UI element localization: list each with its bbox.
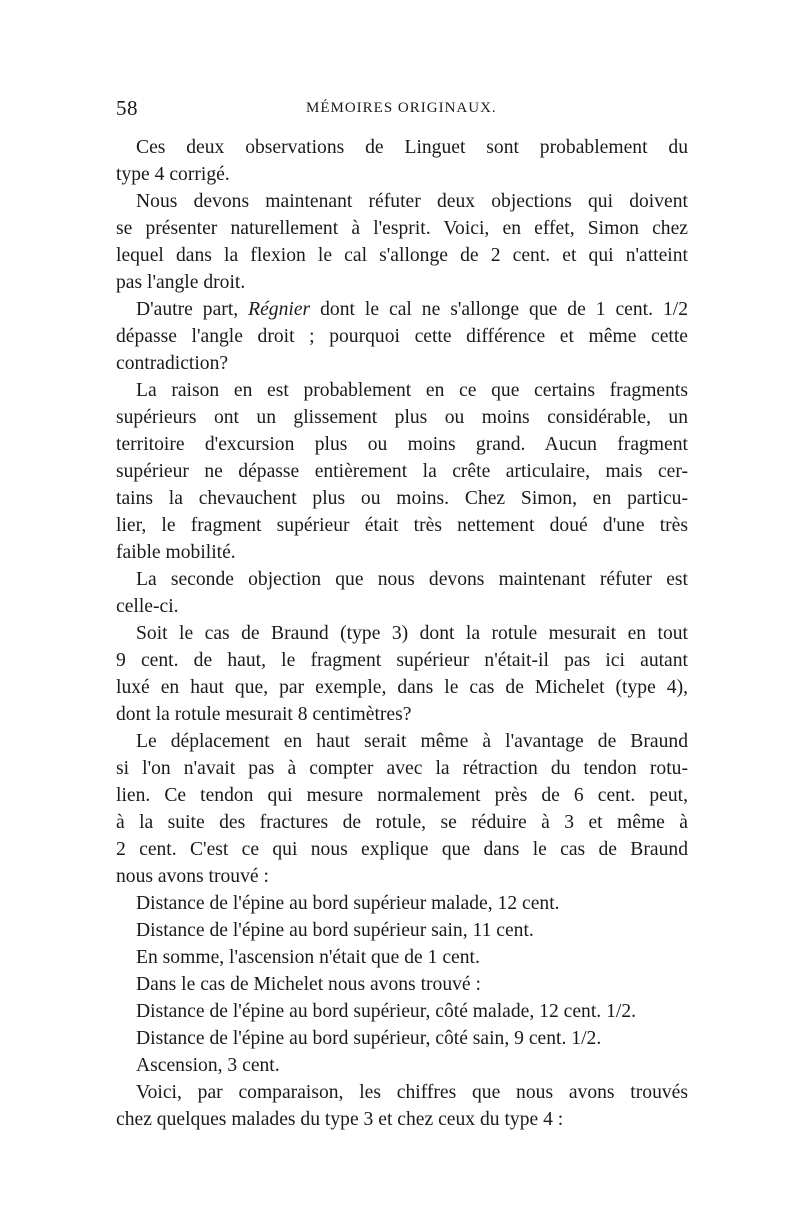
text-line: si l'on n'avait pas à compter avec la rétraction du tendon rotu- — [116, 758, 688, 779]
text-line: se présenter naturellement à l'esprit. Voici, en effet, Simon chez — [116, 218, 688, 239]
text-line: Nous devons maintenant réfuter deux objections qui doivent — [136, 191, 688, 212]
text-line: dont la rotule mesurait 8 centimètres? — [116, 704, 412, 725]
text-line: Voici, par comparaison, les chiffres que nous avons trouvés — [136, 1082, 688, 1103]
text-line: Ces deux observations de Linguet sont probablement du — [136, 137, 688, 158]
body-text — [116, 134, 688, 1133]
text-line: lien. Ce tendon qui mesure normalement près de 6 cent. peut, — [116, 785, 688, 806]
page-header — [116, 96, 686, 124]
text-line: La raison en est probablement en ce que certains fragments — [136, 380, 688, 401]
text-line: Dans le cas de Michelet nous avons trouvé : — [136, 974, 481, 995]
text-line: 9 cent. de haut, le fragment supérieur n'était-il pas ici autant — [116, 650, 688, 671]
text-line: Distance de l'épine au bord supérieur sain, 11 cent. — [136, 920, 534, 941]
text-line: faible mobilité. — [116, 542, 236, 563]
text-line: 2 cent. C'est ce qui nous explique que dans le cas de Braund — [116, 839, 688, 860]
text-line: pas l'angle droit. — [116, 272, 246, 293]
text-line: celle-ci. — [116, 596, 179, 617]
text-line: dépasse l'angle droit ; pourquoi cette différence et même cette — [116, 326, 688, 347]
text-line: nous avons trouvé : — [116, 866, 269, 887]
text-line: Distance de l'épine au bord supérieur malade, 12 cent. — [136, 893, 560, 914]
text-line: tains la chevauchent plus ou moins. Chez Simon, en particu- — [116, 488, 688, 509]
text-line: La seconde objection que nous devons maintenant réfuter est — [136, 569, 688, 590]
page-number: 58 — [116, 96, 138, 120]
text-line: supérieur ne dépasse entièrement la crête articulaire, mais cer- — [116, 461, 688, 482]
text-line: En somme, l'ascension n'était que de 1 cent. — [136, 947, 480, 968]
text-line: Distance de l'épine au bord supérieur, côté sain, 9 cent. 1/2. — [136, 1028, 602, 1049]
text-line: à la suite des fractures de rotule, se réduire à 3 et même à — [116, 812, 688, 833]
text-line: Distance de l'épine au bord supérieur, côté malade, 12 cent. 1/2. — [136, 1001, 637, 1022]
text-line: luxé en haut que, par exemple, dans le cas de Michelet (type 4), — [116, 677, 688, 698]
italic-name: Régnier — [248, 299, 311, 320]
text-line: lier, le fragment supérieur était très nettement doué d'une très — [116, 515, 688, 536]
text-line: chez quelques malades du type 3 et chez ceux du type 4 : — [116, 1109, 564, 1130]
text-line: Le déplacement en haut serait même à l'avantage de Braund — [136, 731, 688, 752]
text-line: Ascension, 3 cent. — [136, 1055, 280, 1076]
running-head: MÉMOIRES ORIGINAUX. — [306, 100, 497, 116]
text-line: type 4 corrigé. — [116, 164, 230, 185]
text-line: supérieurs ont un glissement plus ou moins considérable, un — [116, 407, 688, 428]
text-line: D'autre part, Régnier dont le cal ne s'allonge que de 1 cent. 1/2 — [136, 299, 688, 320]
text-line: contradiction? — [116, 353, 229, 374]
text-line: territoire d'excursion plus ou moins grand. Aucun fragment — [116, 434, 688, 455]
text-line: Soit le cas de Braund (type 3) dont la rotule mesurait en tout — [136, 623, 688, 644]
text-line: lequel dans la flexion le cal s'allonge de 2 cent. et qui n'atteint — [116, 245, 688, 266]
